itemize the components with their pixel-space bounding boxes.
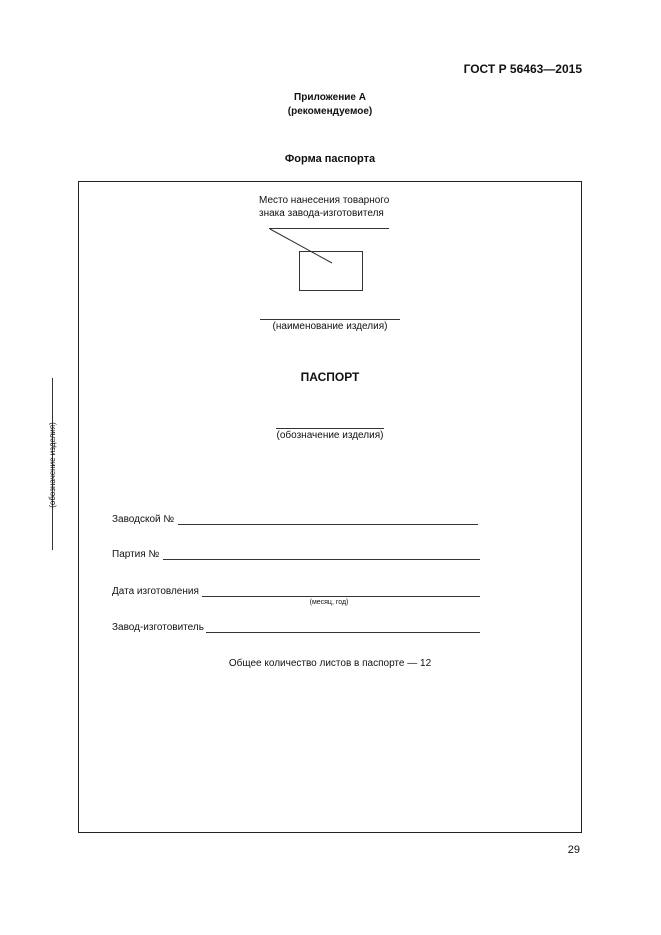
- product-designation-line: [276, 428, 384, 429]
- passport-frame: [78, 181, 582, 833]
- trademark-caption-line1: Место нанесения товарного: [259, 195, 390, 206]
- manufacture-date-line: [202, 596, 480, 597]
- appendix-subtitle: (рекомендуемое): [287, 106, 373, 117]
- product-designation-caption: (обозначение изделия): [276, 430, 384, 441]
- passport-title: ПАСПОРТ: [300, 370, 360, 384]
- total-sheets-note: Общее количество листов в паспорте — 12: [228, 658, 432, 669]
- manufacturer-line: [206, 632, 480, 633]
- serial-number-label: Заводской №: [112, 514, 175, 525]
- side-designation-label: (обозначение изделия): [48, 422, 57, 508]
- trademark-caption-line2: знака завода-изготовителя: [259, 208, 384, 219]
- trademark-box: [299, 251, 363, 291]
- standard-number: ГОСТ Р 56463—2015: [463, 62, 582, 76]
- batch-label: Партия №: [112, 549, 160, 560]
- appendix-heading: [200, 91, 460, 119]
- page-number: 29: [567, 844, 580, 856]
- product-name-caption: (наименование изделия): [272, 321, 388, 332]
- appendix-title: Приложение А: [294, 92, 366, 103]
- form-title: Форма паспорта: [284, 153, 376, 165]
- product-name-line: [260, 319, 400, 320]
- serial-number-line: [178, 524, 478, 525]
- batch-line: [163, 559, 480, 560]
- manufacturer-label: Завод-изготовитель: [112, 622, 204, 633]
- trademark-caption: [259, 194, 389, 220]
- manufacture-date-hint: (месяц, год): [309, 599, 349, 606]
- manufacture-date-label: Дата изготовления: [112, 586, 199, 597]
